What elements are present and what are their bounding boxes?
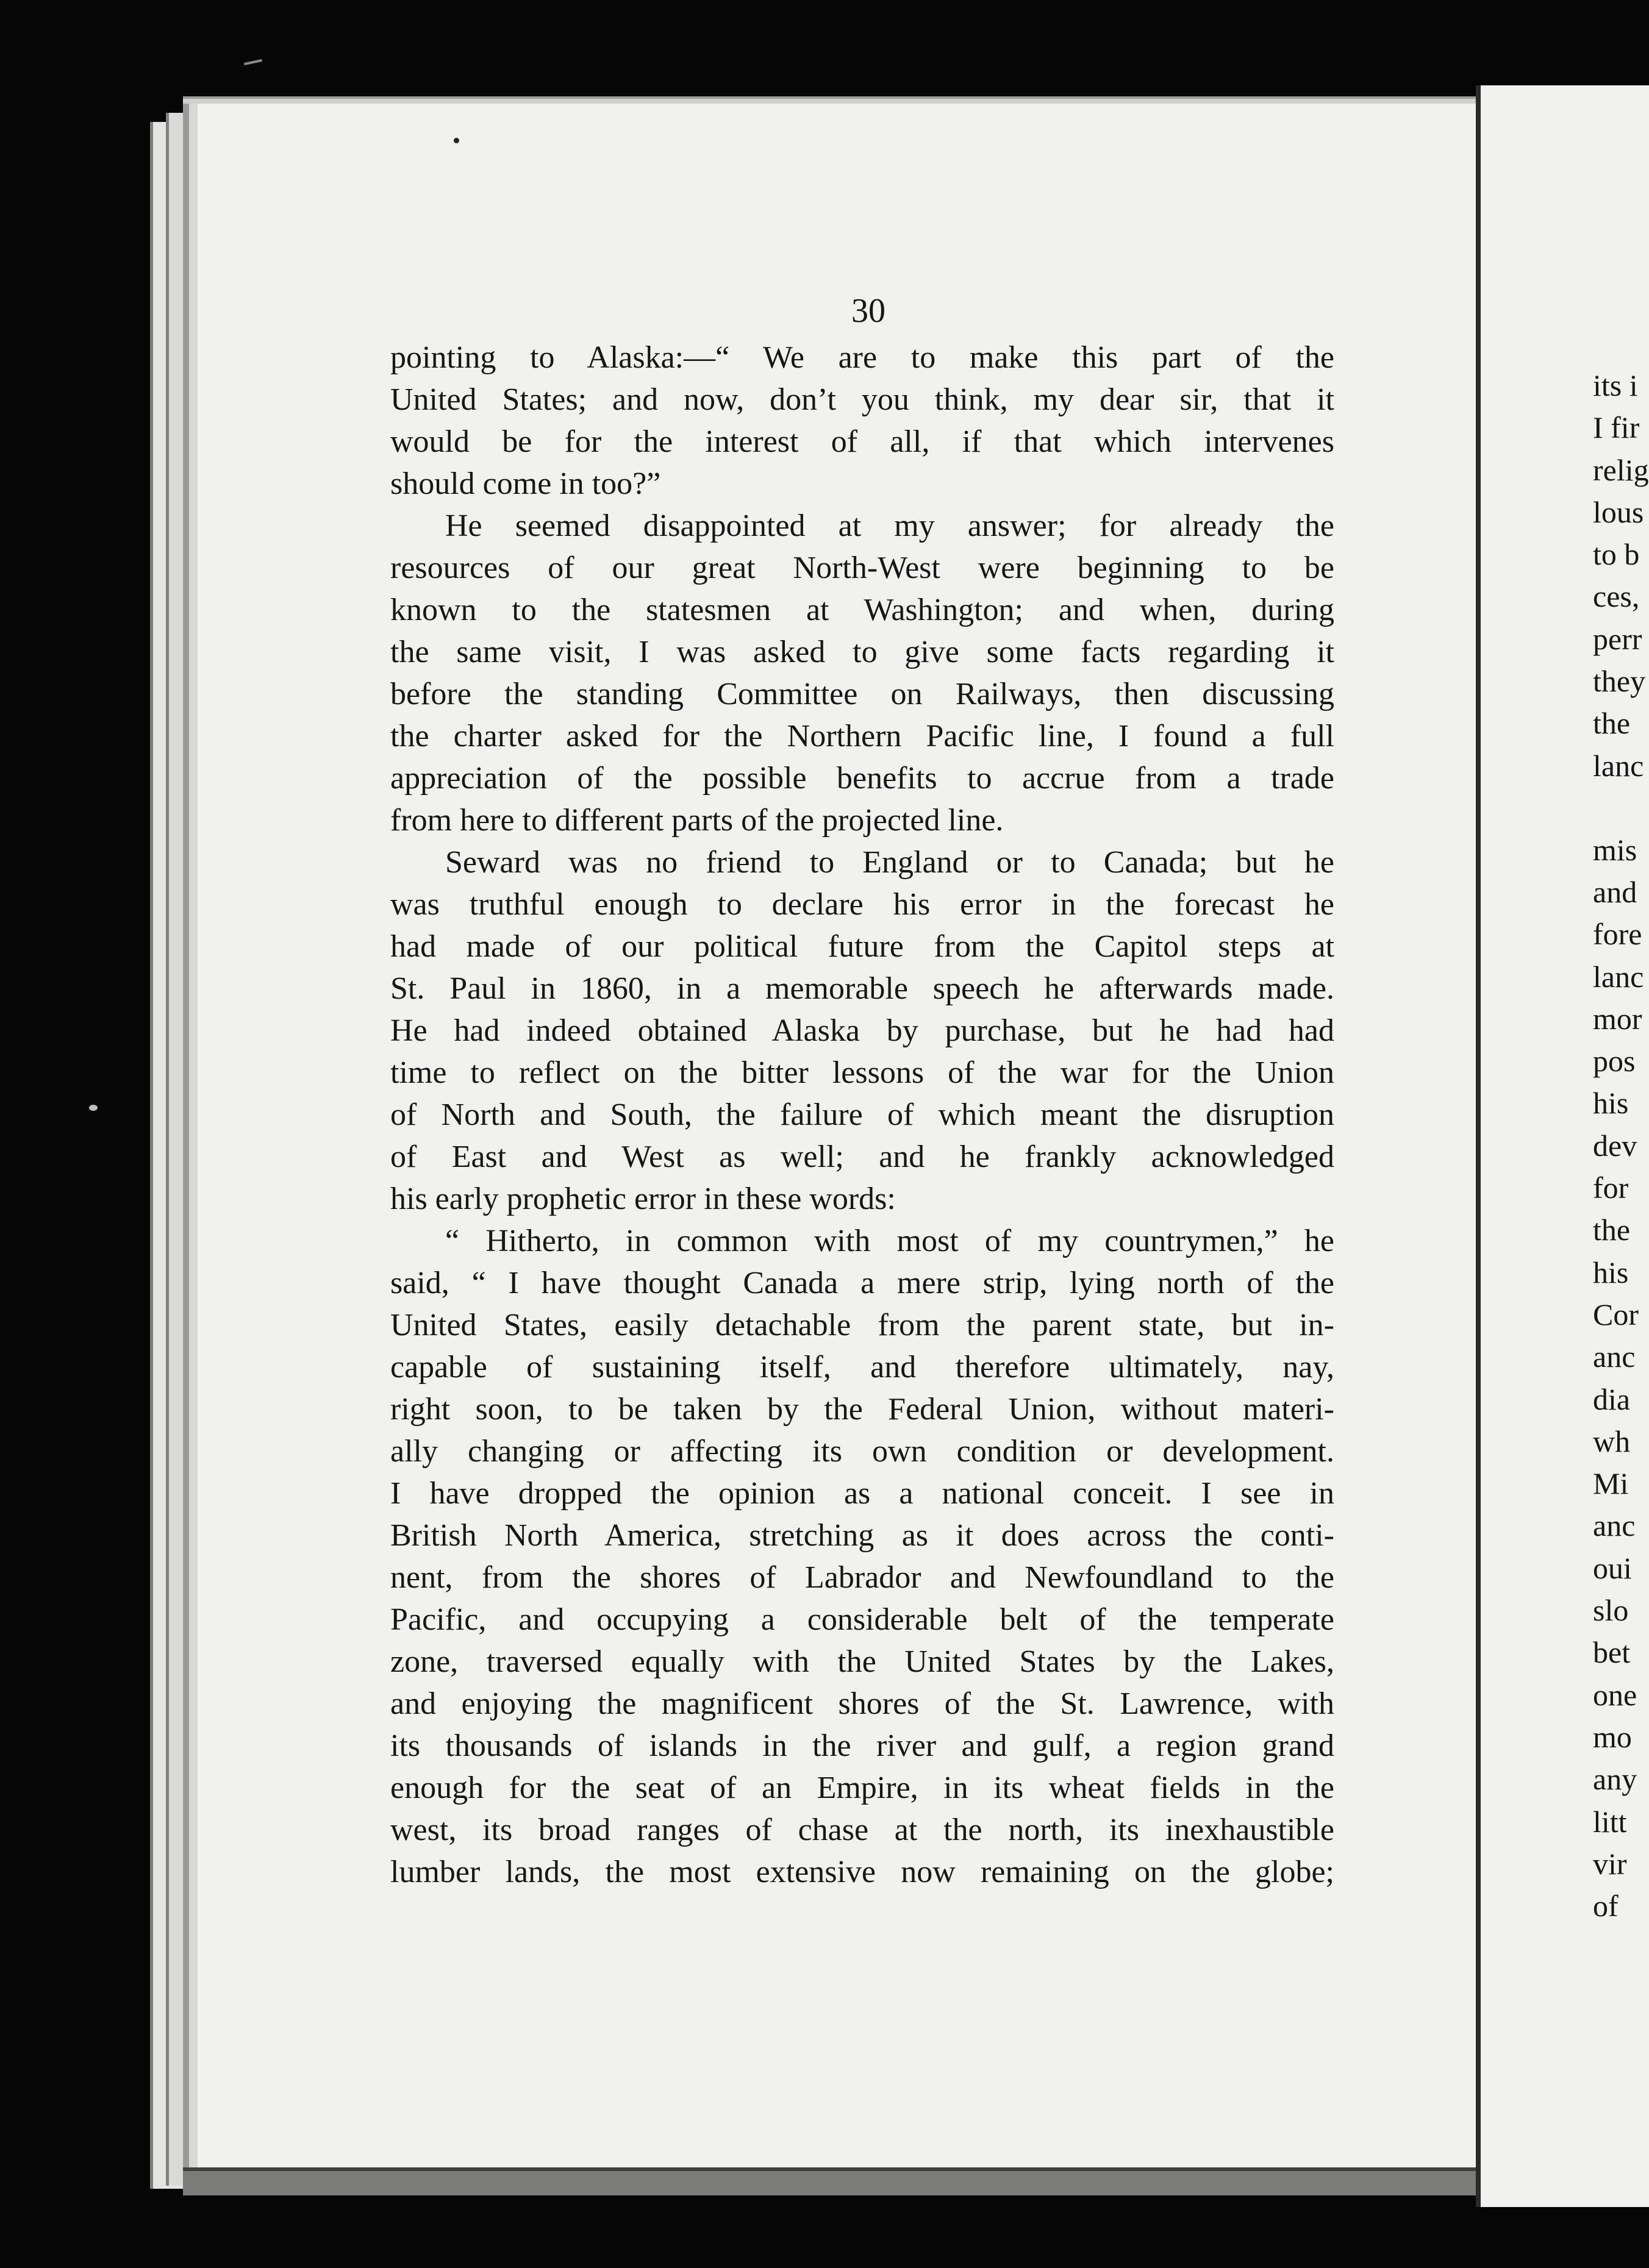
fragment-line: his <box>1593 1086 1629 1121</box>
fragment-line: of <box>1593 1889 1619 1924</box>
text-line: resources of our great North-West were beginning to be <box>390 551 1334 585</box>
fragment-line: for <box>1593 1171 1629 1205</box>
text-line: the charter asked for the Northern Pacific line, I found a full <box>390 719 1334 754</box>
scan-speck <box>244 59 262 65</box>
text-line: right soon, to be taken by the Federal Union, without materi- <box>390 1392 1334 1427</box>
fragment-line: vir <box>1593 1846 1627 1881</box>
fragment-line: mis <box>1593 832 1637 867</box>
page-bottom-edge <box>183 2167 1476 2195</box>
fragment-line: lous <box>1593 494 1644 529</box>
fragment-line: oui <box>1593 1550 1632 1585</box>
fragment-line: litt <box>1593 1804 1627 1839</box>
text-line: time to reflect on the bitter lessons of the war for the Union <box>390 1055 1334 1090</box>
page-number: 30 <box>851 292 885 330</box>
fragment-line: dev <box>1593 1128 1637 1163</box>
fragment-line: relig <box>1593 452 1649 487</box>
fragment-line: fore <box>1593 917 1642 952</box>
fragment-line: its i <box>1593 368 1638 402</box>
text-line: pointing to Alaska:—“ We are to make this part of the <box>390 340 1334 375</box>
fragment-line: bet <box>1593 1635 1631 1670</box>
text-line: Pacific, and occupying a considerable belt of the temperate <box>390 1602 1334 1637</box>
fragment-line: any <box>1593 1762 1637 1797</box>
fragment-line: they <box>1593 664 1646 699</box>
text-line: from here to different parts of the projected line. <box>390 803 1004 838</box>
text-line: the same visit, I was asked to give some facts regarding it <box>390 635 1334 669</box>
fragment-line: mor <box>1593 1001 1642 1036</box>
ink-dot <box>454 138 459 143</box>
text-line: had made of our political future from the Capitol steps at <box>390 929 1334 964</box>
text-line: of East and West as well; and he frankly acknowledged <box>390 1139 1334 1174</box>
text-line: capable of sustaining itself, and therefore ultimately, nay, <box>390 1350 1334 1385</box>
fragment-line: anc <box>1593 1508 1636 1543</box>
text-line: United States, easily detachable from the parent state, but in- <box>390 1308 1334 1343</box>
text-line: his early prophetic error in these words: <box>390 1182 896 1216</box>
fragment-line: the <box>1593 706 1631 741</box>
facing-page-text-fragments <box>1593 365 1649 1927</box>
text-line: I have dropped the opinion as a national conceit. I see in <box>390 1476 1334 1511</box>
text-line: appreciation of the possible benefits to accrue from a trade <box>390 761 1334 796</box>
text-line: was truthful enough to declare his error in the forecast he <box>390 887 1334 922</box>
text-line: United States; and now, don’t you think, my dear sir, that it <box>390 382 1334 417</box>
text-line: enough for the seat of an Empire, in its wheat fields in the <box>390 1771 1334 1805</box>
text-line: of North and South, the failure of which meant the disruption <box>390 1097 1334 1132</box>
text-line: ally changing or affecting its own condition or development. <box>390 1434 1334 1469</box>
text-line: would be for the interest of all, if that which intervenes <box>390 424 1334 459</box>
text-line: should come in too?” <box>390 466 661 501</box>
fragment-line: Mi <box>1593 1466 1629 1501</box>
fragment-line: lanc <box>1593 959 1644 994</box>
text-line: He seemed disappointed at my answer; for already the <box>445 508 1334 543</box>
text-line: St. Paul in 1860, in a memorable speech he afterwards made. <box>390 971 1334 1006</box>
fragment-line: lanc <box>1593 748 1644 783</box>
fragment-line: pos <box>1593 1044 1636 1079</box>
text-line: Seward was no friend to England or to Canada; but he <box>445 845 1334 880</box>
fragment-line: one <box>1593 1677 1637 1712</box>
fragment-line: slo <box>1593 1593 1629 1628</box>
text-line: nent, from the shores of Labrador and Newfoundland to the <box>390 1560 1334 1595</box>
fragment-line: dia <box>1593 1382 1631 1416</box>
text-line: and enjoying the magnificent shores of the St. Lawrence, with <box>390 1686 1334 1721</box>
text-line: said, “ I have thought Canada a mere strip, lying north of the <box>390 1266 1334 1300</box>
text-line: known to the statesmen at Washington; and when, during <box>390 593 1334 627</box>
text-line: before the standing Committee on Railways, then discussing <box>390 677 1334 711</box>
fragment-line: perr <box>1593 621 1642 656</box>
fragment-line: wh <box>1593 1424 1631 1458</box>
fragment-line: his <box>1593 1255 1629 1289</box>
margin-speck <box>89 1105 98 1111</box>
page-body-text <box>390 337 1334 1893</box>
text-line: British North America, stretching as it does across the conti- <box>390 1518 1334 1553</box>
fragment-line: Cor <box>1593 1297 1639 1332</box>
fragment-line: ces, <box>1593 579 1640 614</box>
fragment-line: the <box>1593 1213 1631 1247</box>
fragment-line: to b <box>1593 537 1640 572</box>
text-line: He had indeed obtained Alaska by purchase, but he had had <box>390 1013 1334 1048</box>
text-line: lumber lands, the most extensive now remaining on the globe; <box>390 1855 1334 1889</box>
text-line: “ Hitherto, in common with most of my countrymen,” he <box>445 1224 1334 1258</box>
fragment-line: anc <box>1593 1339 1636 1374</box>
text-line: west, its broad ranges of chase at the north, its inexhaustible <box>390 1813 1334 1847</box>
fragment-line: I fir <box>1593 410 1640 445</box>
text-line: its thousands of islands in the river and gulf, a region grand <box>390 1728 1334 1763</box>
text-line: zone, traversed equally with the United States by the Lakes, <box>390 1644 1334 1679</box>
fragment-line: mo <box>1593 1719 1632 1754</box>
fragment-line: and <box>1593 874 1637 909</box>
